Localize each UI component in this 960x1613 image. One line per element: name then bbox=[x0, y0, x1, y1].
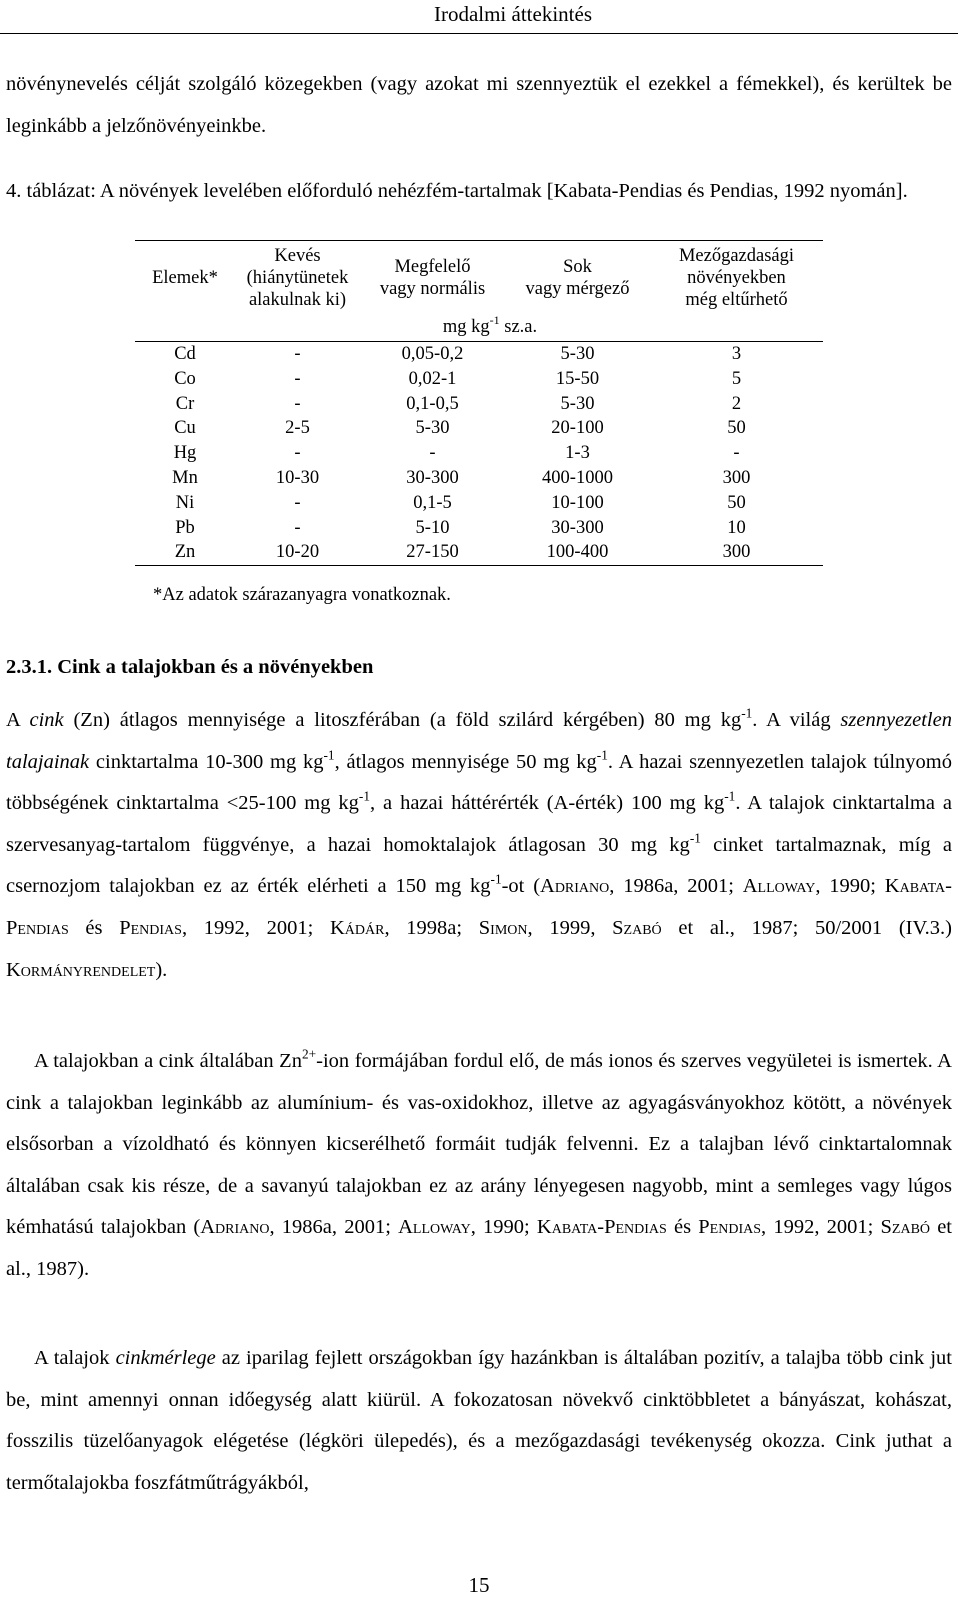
intro-paragraph: növénynevelés célját szolgáló közegekben (vagy azokat mi szennyeztük el ezekkel a fémekkel), és kerültek be leginkább a jelzőnövényeinkbe. bbox=[6, 73, 952, 137]
table-row bbox=[135, 416, 823, 441]
table-header-row bbox=[135, 241, 823, 315]
table-cell: 5-30 bbox=[415, 418, 450, 439]
header-mezogazdasagi: Mezőgazdasági növényekben még eltűrhető bbox=[650, 241, 823, 315]
table-cell: Cu bbox=[174, 418, 196, 439]
page-number: 15 bbox=[468, 1573, 490, 1597]
header-elemek: Elemek* bbox=[135, 241, 235, 315]
table-cell: 50 bbox=[727, 418, 746, 439]
table-cell: 2-5 bbox=[285, 418, 310, 439]
header-title: Irodalmi áttekintés bbox=[433, 2, 592, 26]
table-row bbox=[135, 441, 823, 466]
table-row bbox=[135, 367, 823, 392]
table-cell: 10 bbox=[727, 517, 746, 538]
table-cell: 15-50 bbox=[555, 368, 600, 389]
table-cell: 5-30 bbox=[560, 344, 595, 364]
table-cell: Ni bbox=[175, 492, 195, 513]
table-cell: - bbox=[294, 443, 301, 464]
table-cell: 2 bbox=[731, 393, 742, 414]
heavy-metal-table bbox=[135, 240, 823, 566]
table-cell: Cd bbox=[174, 344, 196, 364]
table-row bbox=[135, 342, 823, 367]
table-cell: 10-30 bbox=[275, 467, 320, 488]
table-cell: Hg bbox=[173, 443, 197, 464]
section-heading: 2.3.1. Cink a talajokban és a növényekben bbox=[6, 656, 374, 678]
table-cell: Cr bbox=[175, 393, 195, 414]
table-row bbox=[135, 491, 823, 516]
table-cell: 0,05-0,2 bbox=[401, 344, 464, 364]
table-cell: - bbox=[294, 393, 301, 414]
table-cell: 0,1-5 bbox=[413, 492, 452, 513]
table-cell: 5 bbox=[731, 368, 742, 389]
paragraph-1: A cink (Zn) átlagos mennyisége a litoszférában (a föld szilárd kérgében) 80 mg $kg^{-1}$. A világ szennyezetlen talajainak cinktartalma 10-300 mg $kg^{-1}$, átlagos mennyisége 50 mg $kg^{-1}$. A hazai szennyezetlen talajok túlnyomó többségének cinktartalma <25-100 mg $kg^{-1}$, a hazai háttérérték (A-érték) 100 mg $kg^{-1}$. A talajok cinktartalma a szervesanyag-tartalom függvénye, a hazai homoktalajok átlagosan 30 mg $kg^{-1}$ cinket tartalmaznak, míg a csernozjom talajokban ez az érték elérheti a 150 mg $kg^{-1}-ot$ (Adriano, 1986a, 2001; Alloway, 1990; Kabata-Pendias és Pendias, 1992, 2001; Kádár, 1998a; Simon, 1999, Szabó et al., 1987; 50/2001 (IV.3.) Kormányrendelet). bbox=[6, 705, 952, 981]
table-cell: - bbox=[733, 443, 740, 464]
table-cell: 0,1-0,5 bbox=[406, 393, 459, 414]
table-cell: 300 bbox=[722, 467, 751, 488]
table-cell: 10-20 bbox=[235, 540, 360, 565]
table-cell: 0,02-1 bbox=[408, 368, 457, 389]
table-caption: 4. táblázat: A növények levelében előforduló nehézfém-tartalmak [Kabata-Pendias és Pendias, 1992 nyomán]. bbox=[6, 180, 908, 202]
table-cell: Zn bbox=[135, 540, 235, 565]
table-cell: 30-300 bbox=[551, 517, 604, 538]
header-megfelelo: Megfelelő vagy normális bbox=[360, 241, 505, 315]
table-cell: - bbox=[294, 517, 301, 538]
table-cell: 100-400 bbox=[505, 540, 650, 565]
table-cell: 30-300 bbox=[406, 467, 459, 488]
table-cell: - bbox=[294, 344, 301, 364]
table-footnote: *Az adatok szárazanyagra vonatkoznak. bbox=[153, 585, 451, 605]
unit-row bbox=[135, 314, 823, 342]
paragraph-2: A talajokban a cink általában $Zn^{2+}$-ion formájában fordul elő, de más ionos és szerves vegyületei is ismertek. A cink a talajokban leginkább az alumínium- és vas-oxidokhoz, illetve az agyagásványokhoz kötött, a növények elsősorban a vízoldható és könnyen kicserélhető formáit tudják felvenni. Ez a talajban lévő cinktartalomnak általában csak kis része, de a savanyú talajokban ez az arány lényegesen nagyobb, mint a semleges vagy lúgos kémhatású talajokban (Adriano, 1986a, 2001; Alloway, 1990; Kabata-Pendias és Pendias, 1992, 2001; Szabó et al., 1987). bbox=[6, 1046, 953, 1280]
table-cell: 3 bbox=[731, 344, 742, 364]
table-cell: 300 bbox=[650, 540, 823, 565]
table-cell: - bbox=[294, 368, 301, 389]
table-cell: 5-10 bbox=[415, 517, 450, 538]
table-cell: 50 bbox=[727, 492, 746, 513]
table-cell: 20-100 bbox=[551, 418, 604, 439]
table-cell: Pb bbox=[175, 517, 195, 538]
table-row bbox=[135, 540, 823, 565]
table-cell: - bbox=[429, 443, 436, 464]
table-cell: Mn bbox=[172, 467, 198, 488]
table-row bbox=[135, 392, 823, 417]
paragraph-3: A talajok cinkmérlege az iparilag fejlett országokban így hazánkban is általában pozitív, a talajba több cink jut be, mint amennyi onnan időegység alatt kiürül. A fokozatosan növekvő cinktöbbletet a bányászat, kohászat, fosszilis tüzelőanyagok elégetése (légköri ülepedés), és a mezőgazdasági tevékenység okozza. Cink juthat a termőtalajokba foszfátműtrágyákból, bbox=[6, 1347, 952, 1494]
header-sok: Sok vagy mérgező bbox=[505, 241, 650, 315]
table-row bbox=[135, 466, 823, 491]
table-cell: 10-100 bbox=[551, 492, 604, 513]
table-cell: 27-150 bbox=[360, 540, 505, 565]
table-cell: Co bbox=[174, 368, 196, 389]
header-rule bbox=[0, 33, 958, 34]
table-cell: 5-30 bbox=[560, 393, 595, 414]
table-cell: - bbox=[294, 492, 301, 513]
table-cell: 400-1000 bbox=[542, 467, 613, 488]
table-cell: 1-3 bbox=[565, 443, 590, 464]
unit-label: mg $kg^{-1}$ sz.a. bbox=[235, 314, 650, 342]
header-keves: Kevés (hiánytünetek alakulnak ki) bbox=[235, 241, 360, 315]
table-row bbox=[135, 516, 823, 541]
